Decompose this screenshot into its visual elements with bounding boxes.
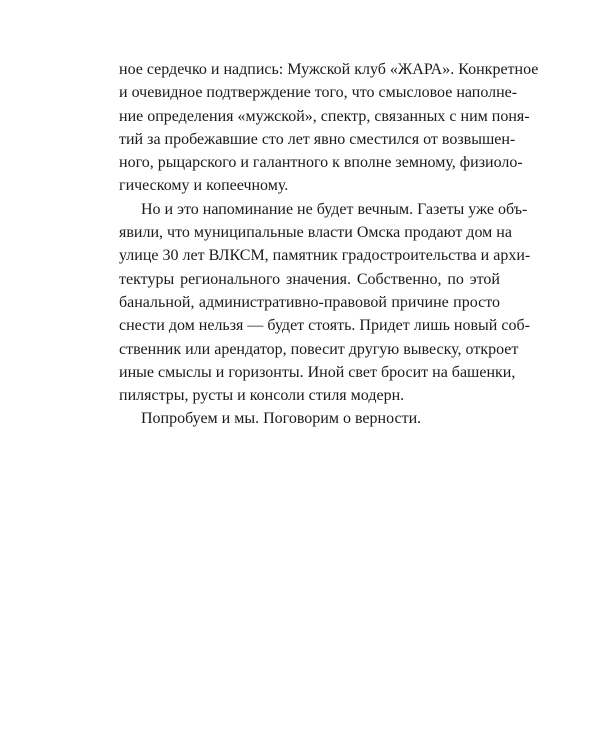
text-line: Но и это напоминание не будет вечным. Газеты уже объ- xyxy=(141,200,528,218)
text-line: ственник или арендатор, повесит другую вывеску, откроет xyxy=(119,340,519,358)
paragraph-2 xyxy=(119,198,531,408)
paragraph-1 xyxy=(119,58,539,198)
body-text xyxy=(119,58,539,431)
text-line: тий за пробежавшие сто лет явно сместился от возвышен- xyxy=(119,130,516,148)
text-line: гическому и копеечному. xyxy=(119,177,289,195)
text-line: ного, рыцарского и галантного к вполне земному, физиоло- xyxy=(119,154,523,172)
text-line: и очевидное подтверждение того, что смысловое наполне- xyxy=(119,84,518,102)
text-line: улице 30 лет ВЛКСМ, памятник градостроительства и архи- xyxy=(119,247,531,265)
text-line: Попробуем и мы. Поговорим о верности. xyxy=(141,410,422,428)
text-line: явили, что муниципальные власти Омска продают дом на xyxy=(119,224,512,242)
text-line: снести дом нельзя — будет стоять. Придет лишь новый соб- xyxy=(119,317,530,335)
text-line: тектуры регионального значения. Собственно, по этой xyxy=(119,270,500,288)
paragraph-3 xyxy=(119,407,500,430)
text-line: ное сердечко и надпись: Мужской клуб «ЖАРА». Конкретное xyxy=(119,61,539,78)
text-line: банальной, административно-правовой причине просто xyxy=(119,293,500,311)
text-line: пилястры, русты и консоли стиля модерн. xyxy=(119,387,405,405)
text-line: иные смыслы и горизонты. Иной свет бросит на башенки, xyxy=(119,363,516,381)
text-line: ние определения «мужской», спектр, связанных с ним поня- xyxy=(119,107,530,125)
